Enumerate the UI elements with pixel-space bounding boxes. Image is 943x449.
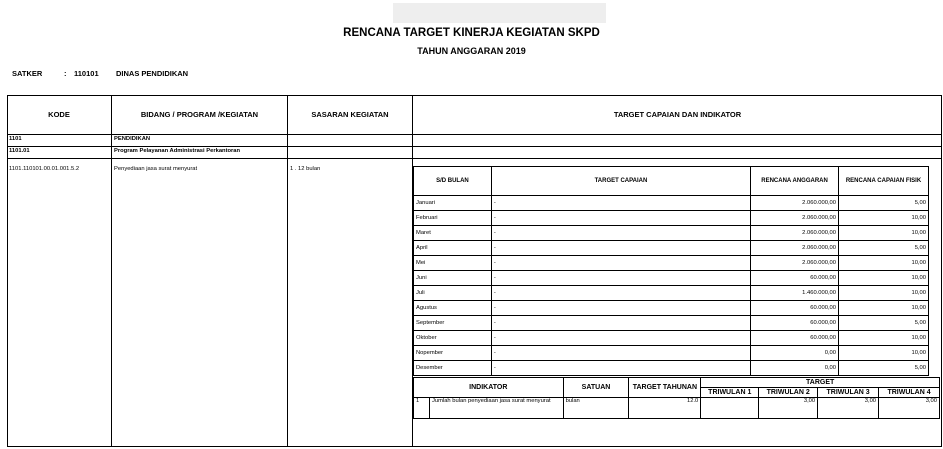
monthly-fisik: 10,00 [839,256,929,271]
row-kode: 1101.110101.00.01.001.5.2 [9,166,80,172]
monthly-target: - [491,346,750,361]
report-subtitle: TAHUN ANGGARAN 2019 [417,46,526,56]
monthly-target: - [491,331,750,346]
satker-name: DINAS PENDIDIKAN [116,69,189,78]
indikator-header-target: TARGET [701,378,940,388]
indikator-header-indikator: INDIKATOR [414,378,564,398]
indikator-nama: Jumlah bulan penyediaan jasa surat menyurat [429,398,563,419]
monthly-row [414,241,929,256]
monthly-target: - [491,286,750,301]
indikator-header-row [414,378,940,388]
monthly-fisik: 10,00 [839,286,929,301]
report-title: RENCANA TARGET KINERJA KEGIATAN SKPD [343,27,600,39]
monthly-fisik: 5,00 [839,241,929,256]
indikator-header-satuan: SATUAN [563,378,629,398]
indikator-satuan: bulan [563,398,629,419]
monthly-row [414,196,929,211]
monthly-fisik: 10,00 [839,271,929,286]
monthly-row [414,361,929,376]
monthly-anggaran: 0,00 [751,361,839,376]
monthly-fisik: 5,00 [839,361,929,376]
row-divider [7,146,942,147]
monthly-row [414,256,929,271]
indikator-header-tahunan: TARGET TAHUNAN [629,378,701,398]
header-sasaran: SASARAN KEGIATAN [311,110,389,119]
indikator-tw1 [701,398,759,419]
col-divider [287,95,288,447]
monthly-header-row [414,167,929,196]
row-kode: 1101.01 [9,148,30,154]
satker-sep: : [64,69,67,78]
monthly-anggaran: 60.000,00 [751,331,839,346]
monthly-anggaran: 0,00 [751,346,839,361]
monthly-bulan: Oktober [414,331,492,346]
monthly-fisik: 5,00 [839,196,929,211]
monthly-anggaran: 2.060.000,00 [751,241,839,256]
monthly-bulan: April [414,241,492,256]
monthly-anggaran: 60.000,00 [751,271,839,286]
indikator-tahunan: 12.0 [629,398,701,419]
top-banner [393,3,606,23]
satker-code: 110101 [74,69,99,78]
monthly-row [414,316,929,331]
header-bidang: BIDANG / PROGRAM /KEGIATAN [140,110,259,119]
row-kode: 1101 [9,136,22,142]
monthly-anggaran: 1.460.000,00 [751,286,839,301]
monthly-fisik: 10,00 [839,331,929,346]
row-sasaran: 1 . 12 bulan [290,166,321,172]
monthly-anggaran: 60.000,00 [751,316,839,331]
monthly-target: - [491,316,750,331]
row-nama: Penyediaan jasa surat menyurat [114,166,198,172]
monthly-row [414,346,929,361]
monthly-header-bulan: S/D BULAN [414,167,492,196]
indikator-header-tw4: TRIWULAN 4 [879,388,940,398]
monthly-bulan: Februari [414,211,492,226]
monthly-target: - [491,226,750,241]
monthly-target: - [491,256,750,271]
indikator-row [414,398,940,419]
monthly-bulan: September [414,316,492,331]
monthly-anggaran: 60.000,00 [751,301,839,316]
monthly-anggaran: 2.060.000,00 [751,211,839,226]
row-divider [7,158,942,159]
monthly-anggaran: 2.060.000,00 [751,226,839,241]
indikator-header-tw3: TRIWULAN 3 [818,388,879,398]
monthly-target-table [413,166,929,376]
indikator-no: 1 [414,398,430,419]
indikator-tw3: 3,00 [818,398,879,419]
monthly-fisik: 10,00 [839,346,929,361]
col-divider [111,95,112,447]
monthly-fisik: 5,00 [839,316,929,331]
monthly-target: - [491,301,750,316]
monthly-bulan: Juli [414,286,492,301]
monthly-anggaran: 2.060.000,00 [751,256,839,271]
monthly-anggaran: 2.060.000,00 [751,196,839,211]
monthly-row [414,301,929,316]
monthly-header-anggaran: RENCANA ANGGARAN [751,167,839,196]
monthly-target: - [491,361,750,376]
indikator-table [413,377,940,419]
monthly-bulan: Nopember [414,346,492,361]
indikator-tw4: 3,00 [879,398,940,419]
monthly-fisik: 10,00 [839,301,929,316]
monthly-target: - [491,211,750,226]
row-divider [7,134,942,135]
monthly-target: - [491,196,750,211]
monthly-target: - [491,241,750,256]
monthly-row [414,271,929,286]
monthly-fisik: 10,00 [839,226,929,241]
monthly-bulan: Januari [414,196,492,211]
row-nama: Program Pelayanan Administrasi Perkantoran [114,148,241,154]
monthly-row [414,286,929,301]
monthly-bulan: Juni [414,271,492,286]
monthly-bulan: Desember [414,361,492,376]
monthly-bulan: Agustus [414,301,492,316]
monthly-row [414,226,929,241]
satker-label: SATKER [12,69,43,78]
indikator-header-tw1: TRIWULAN 1 [701,388,759,398]
monthly-row [414,211,929,226]
row-nama: PENDIDIKAN [114,136,151,142]
monthly-row [414,331,929,346]
monthly-header-target: TARGET CAPAIAN [491,167,750,196]
satker-line [12,69,188,78]
monthly-target: - [491,271,750,286]
monthly-fisik: 10,00 [839,211,929,226]
header-target: TARGET CAPAIAN DAN INDIKATOR [613,110,742,119]
monthly-header-fisik: RENCANA CAPAIAN FISIK [839,167,929,196]
header-kode: KODE [48,110,70,119]
indikator-tw2: 3,00 [759,398,818,419]
monthly-bulan: Mei [414,256,492,271]
monthly-bulan: Maret [414,226,492,241]
indikator-header-tw2: TRIWULAN 2 [759,388,818,398]
